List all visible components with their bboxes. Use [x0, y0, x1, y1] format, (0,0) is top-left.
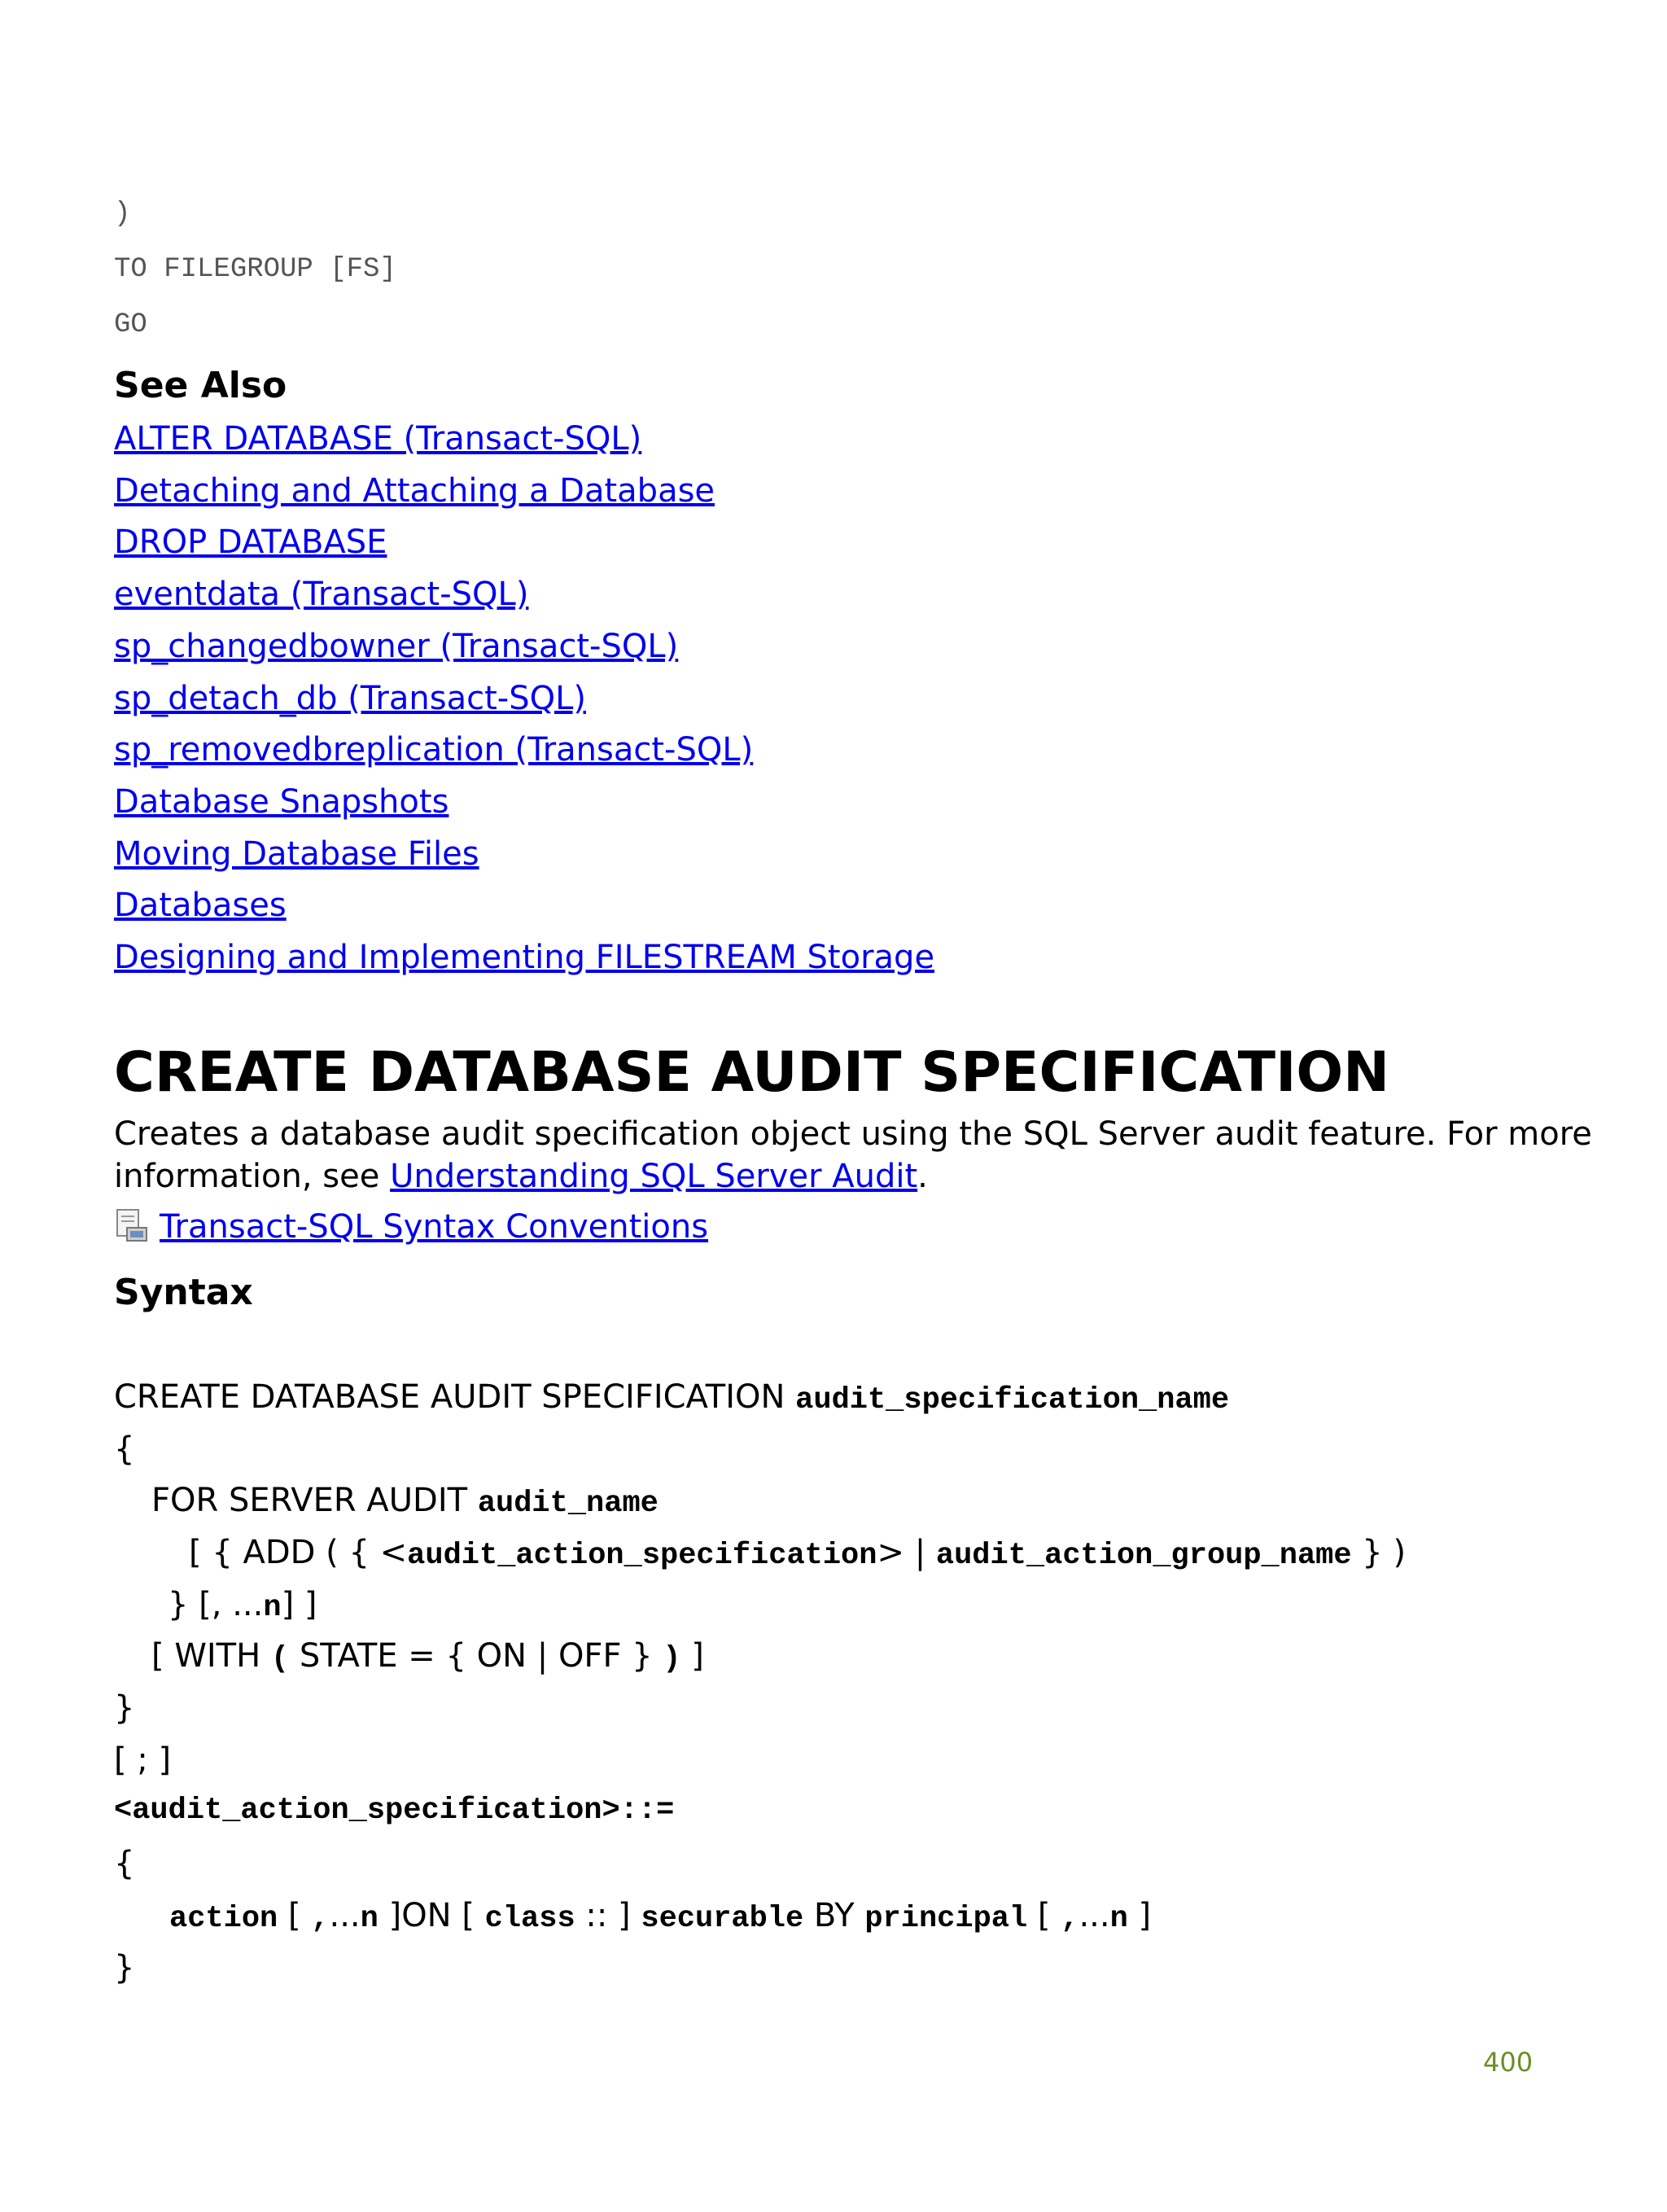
link-database-snapshots[interactable]: Database Snapshots	[114, 783, 449, 821]
document-icon	[114, 1208, 150, 1244]
syntax-line: }	[114, 1949, 135, 1986]
syntax-line: {	[114, 1845, 135, 1882]
link-sp-changedbowner[interactable]: sp_changedbowner (Transact-SQL)	[114, 628, 679, 665]
link-sp-detach-db[interactable]: sp_detach_db (Transact-SQL)	[114, 680, 586, 717]
link-eventdata[interactable]: eventdata (Transact-SQL)	[114, 576, 529, 613]
syntax-heading: Syntax	[114, 1272, 253, 1313]
link-syntax-conventions[interactable]: Transact-SQL Syntax Conventions	[160, 1208, 709, 1246]
code-line: TO FILEGROUP [FS]	[114, 254, 396, 285]
syntax-line: CREATE DATABASE AUDIT SPECIFICATION audit_specification_name	[114, 1378, 1230, 1417]
description-line-2	[114, 1158, 928, 1195]
link-alter-database[interactable]: ALTER DATABASE (Transact-SQL)	[114, 420, 642, 458]
link-moving-database-files[interactable]: Moving Database Files	[114, 835, 479, 873]
link-drop-database[interactable]: DROP DATABASE	[114, 523, 387, 561]
syntax-line: }	[114, 1689, 135, 1727]
syntax-line: [ WITH ( STATE = { ON | OFF } ) ]	[151, 1637, 704, 1676]
link-understanding-audit[interactable]: Understanding SQL Server Audit	[390, 1158, 918, 1195]
see-also-heading: See Also	[114, 365, 287, 406]
description-line-1: Creates a database audit specification object using the SQL Server audit feature. For more	[114, 1115, 1592, 1153]
link-detaching-attaching[interactable]: Detaching and Attaching a Database	[114, 472, 715, 510]
syntax-line: [ { ADD ( { <audit_action_specification> | audit_action_group_name } )	[189, 1534, 1407, 1573]
page-number: 400	[1483, 2047, 1534, 2078]
link-filestream-storage[interactable]: Designing and Implementing FILESTREAM Storage	[114, 939, 935, 976]
link-databases[interactable]: Databases	[114, 887, 287, 924]
code-line: GO	[114, 309, 147, 340]
syntax-line: } [, ...n] ]	[168, 1586, 317, 1625]
description-suffix: .	[917, 1158, 928, 1195]
link-sp-removedbreplication[interactable]: sp_removedbreplication (Transact-SQL)	[114, 731, 754, 769]
code-line: )	[114, 199, 131, 230]
syntax-line: action [ ,...n ]ON [ class :: ] securable BY principal [ ,...n ]	[169, 1897, 1152, 1936]
description-prefix: information, see	[114, 1158, 391, 1195]
page-title: CREATE DATABASE AUDIT SPECIFICATION	[114, 1040, 1390, 1105]
syntax-line: FOR SERVER AUDIT audit_name	[151, 1482, 658, 1521]
syntax-line: <audit_action_specification>::=	[114, 1794, 675, 1828]
syntax-line: [ ; ]	[114, 1741, 172, 1779]
syntax-line: {	[114, 1430, 135, 1468]
